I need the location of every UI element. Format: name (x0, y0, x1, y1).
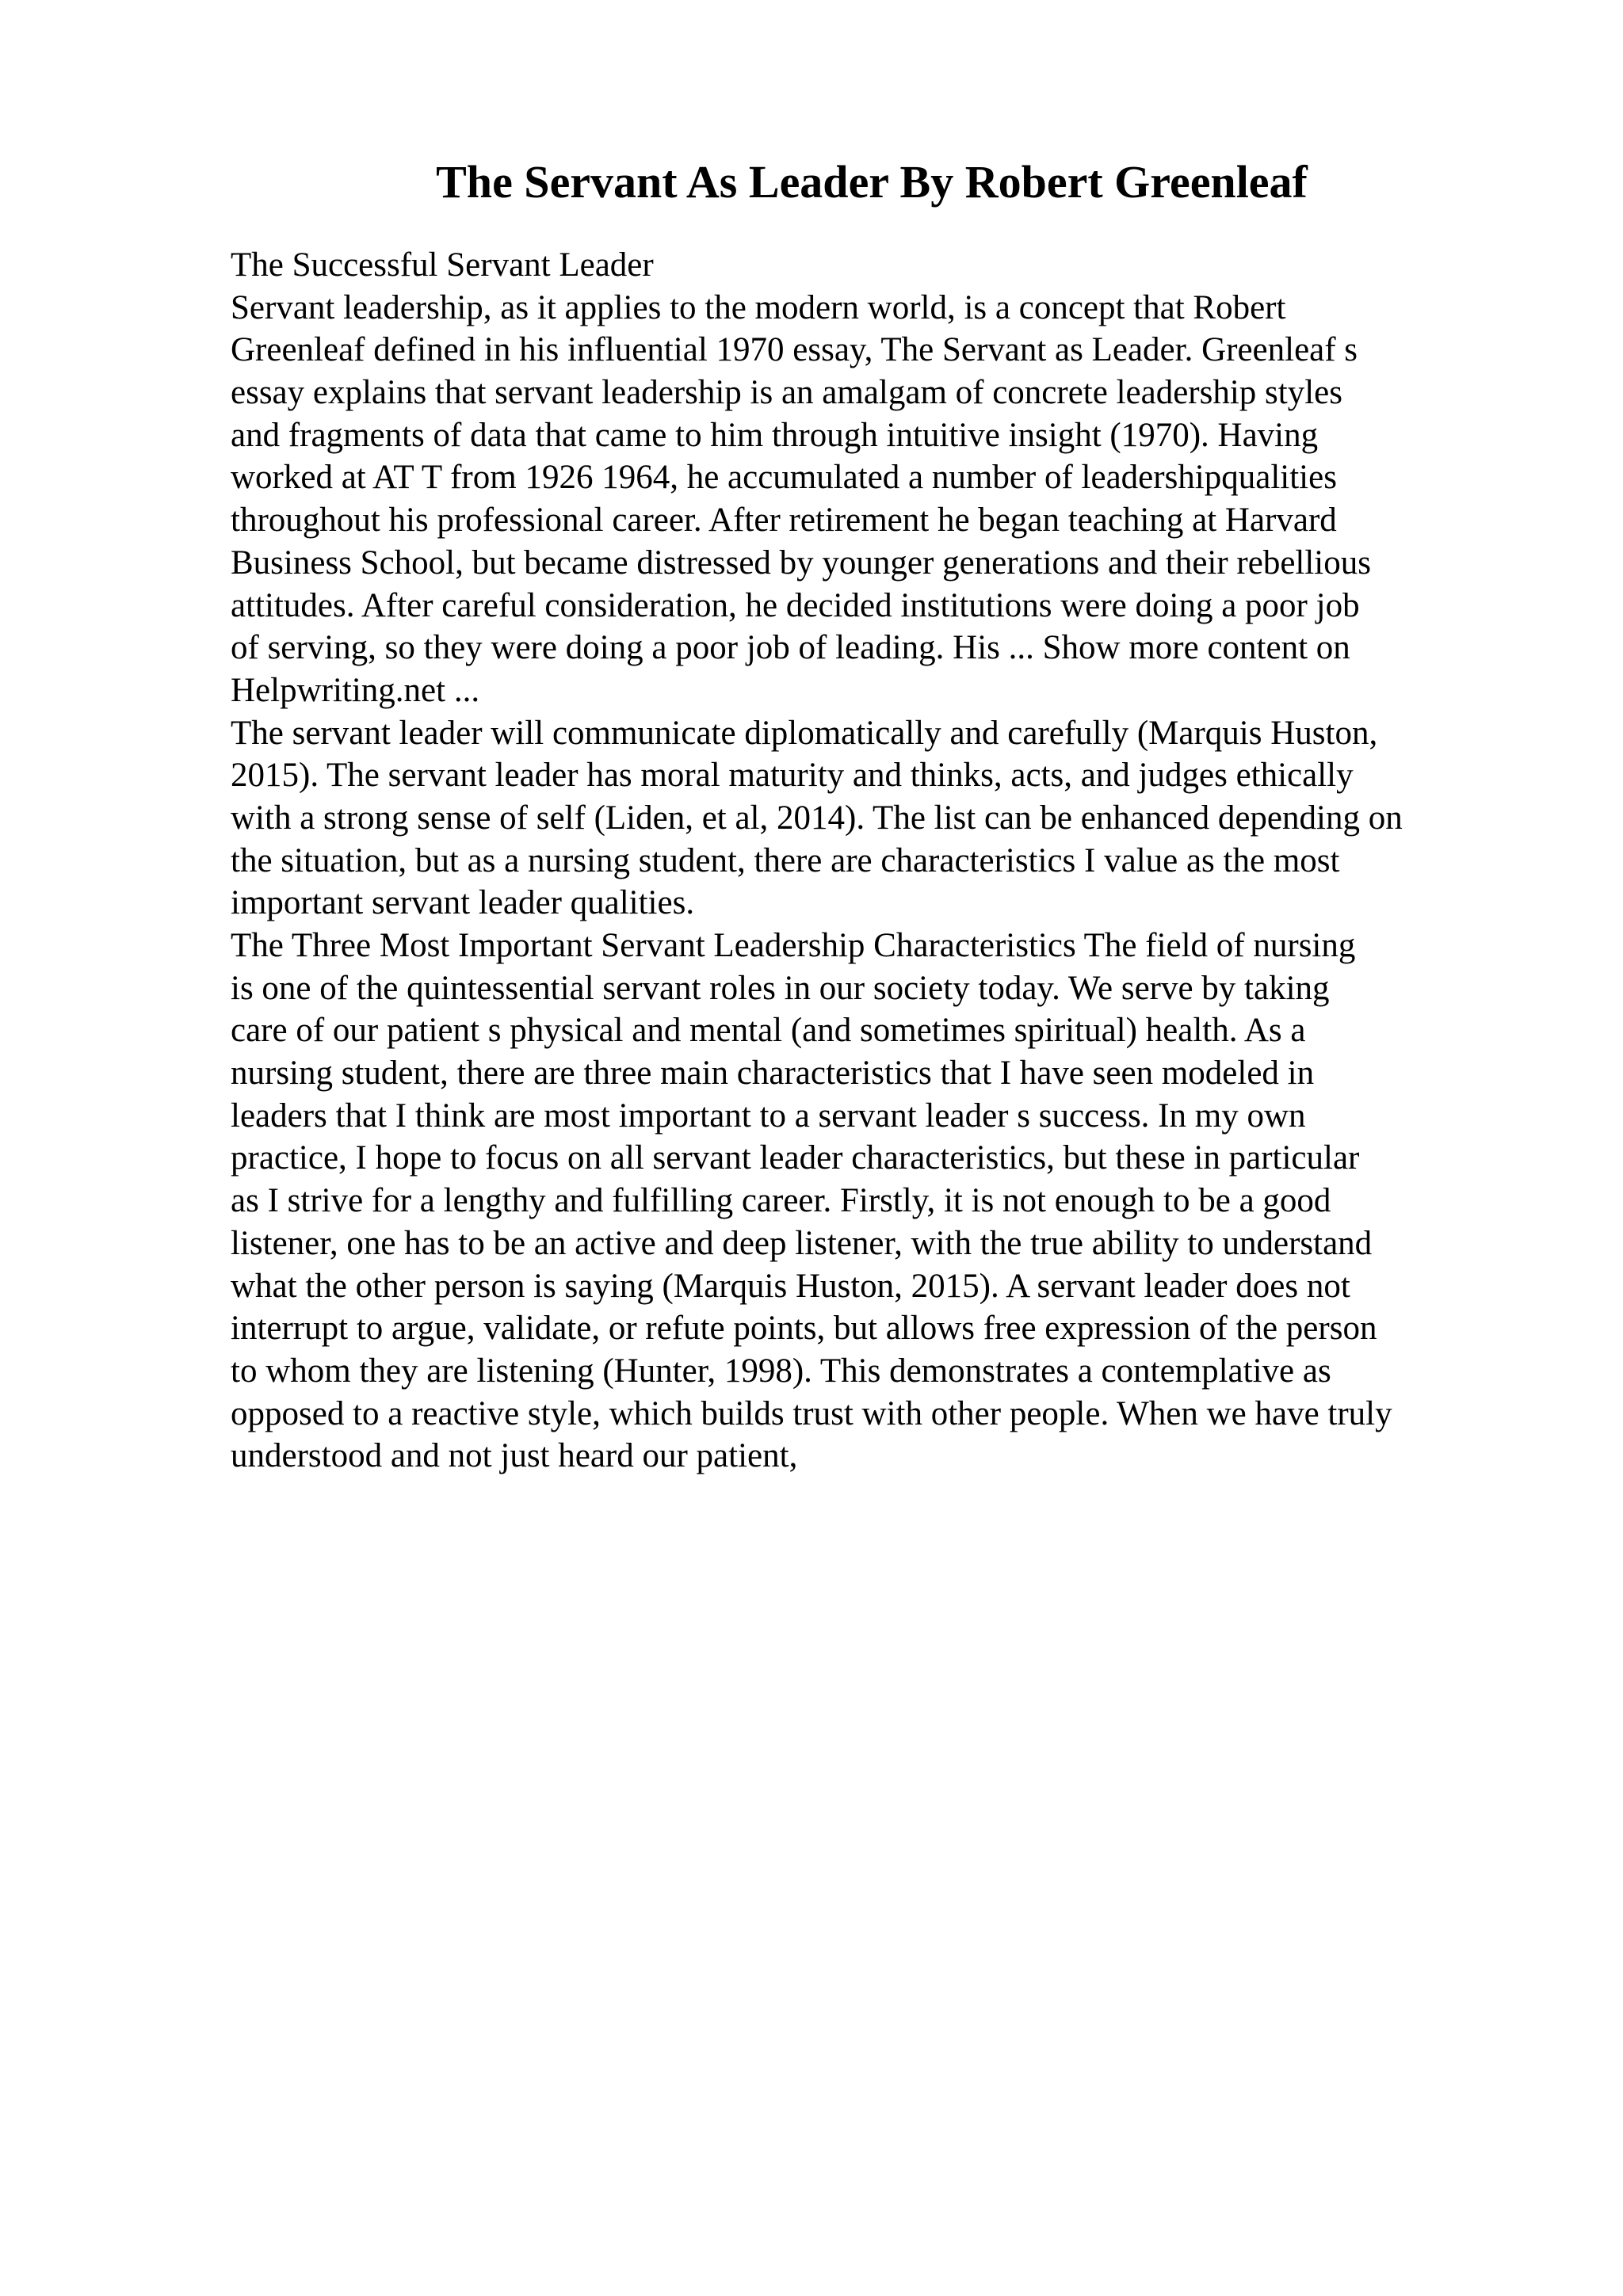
body-line: listener, one has to be an active and deep listener, with the true ability to understand (231, 1224, 1373, 1262)
body-line: the situation, but as a nursing student, there are characteristics I value as the most (231, 841, 1340, 879)
body-line: and fragments of data that came to him through intuitive insight (1970). Having (231, 416, 1319, 454)
body-line: as I strive for a lengthy and fulfilling career. Firstly, it is not enough to be a good (231, 1182, 1331, 1220)
body-line: is one of the quintessential servant roles in our society today. We serve by taking (231, 969, 1330, 1007)
body-line: The Successful Servant Leader (231, 246, 654, 284)
body-line: Servant leadership, as it applies to the modern world, is a concept that Robert (231, 288, 1286, 326)
body-line: throughout his professional career. After retirement he began teaching at Harvard (231, 502, 1337, 540)
document-body (231, 244, 1610, 1478)
body-line: attitudes. After careful consideration, he decided institutions were doing a poor job (231, 586, 1360, 624)
body-line: 2015). The servant leader has moral maturity and thinks, acts, and judges ethically (231, 757, 1354, 795)
body-line: Helpwriting.net ... (231, 671, 480, 709)
body-line: interrupt to argue, validate, or refute points, but allows free expression of the person (231, 1310, 1377, 1348)
body-line: The Three Most Important Servant Leadership Characteristics The field of nursing (231, 927, 1356, 964)
body-line: The servant leader will communicate diplomatically and carefully (Marquis Huston, (231, 714, 1378, 752)
body-line: understood and not just heard our patient, (231, 1437, 798, 1475)
body-line: essay explains that servant leadership is an amalgam of concrete leadership styles (231, 374, 1342, 412)
body-line: leaders that I think are most important to a servant leader s success. In my own (231, 1097, 1306, 1135)
body-line: of serving, so they were doing a poor job of leading. His ... Show more content on (231, 629, 1350, 667)
body-line: nursing student, there are three main characteristics that I have seen modeled in (231, 1055, 1315, 1093)
body-line: important servant leader qualities. (231, 884, 695, 922)
body-line: Business School, but became distressed by younger generations and their rebellious (231, 543, 1371, 582)
body-line: opposed to a reactive style, which builds trust with other people. When we have truly (231, 1394, 1392, 1432)
document-title: The Servant As Leader By Robert Greenleaf (436, 156, 1308, 208)
body-line: what the other person is saying (Marquis Huston, 2015). A servant leader does not (231, 1267, 1350, 1305)
body-line: Greenleaf defined in his influential 1970 essay, The Servant as Leader. Greenleaf s (231, 331, 1358, 369)
body-line: practice, I hope to focus on all servant leader characteristics, but these in particular (231, 1139, 1360, 1177)
body-line: to whom they are listening (Hunter, 1998). This demonstrates a contemplative as (231, 1352, 1331, 1390)
body-line: worked at AT T from 1926 1964, he accumulated a number of leadershipqualities (231, 459, 1337, 497)
body-line: with a strong sense of self (Liden, et al, 2014). The list can be enhanced depending on (231, 799, 1403, 837)
body-line: care of our patient s physical and mental (and sometimes spiritual) health. As a (231, 1012, 1306, 1050)
